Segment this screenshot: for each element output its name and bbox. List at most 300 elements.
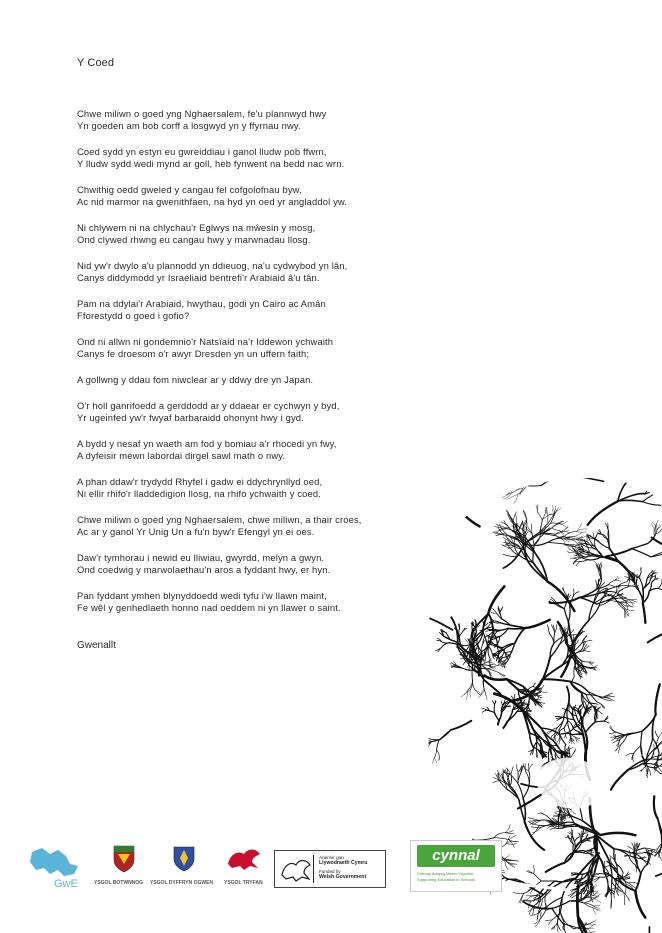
branch [562,531,569,532]
branch [655,732,658,738]
branch [658,468,662,477]
branch [540,686,544,692]
branch [651,464,659,465]
branch [529,764,533,771]
branch [658,589,662,591]
branch [406,897,407,902]
poem-line: Y lludw sydd wedi mynd ar goll, heb fynwent na bedd nac wrn. [77,158,345,170]
branch [388,897,393,902]
branch [396,604,408,609]
branch [513,456,519,462]
branch [428,484,432,487]
branch [439,498,442,502]
branch [645,450,648,457]
poem-line: Ond clywed rhwng eu cangau hwy y marwnadau llosg. [77,234,311,246]
branch [573,592,579,596]
branch [530,474,543,481]
branch [593,533,594,538]
branch [462,914,463,919]
branch [418,496,424,499]
branch [635,450,637,462]
branch [393,897,394,904]
branch [635,457,645,463]
branch [618,500,643,501]
branch [445,479,448,484]
poem-line: Chwe miliwn o goed yng Nghaersalem, chwe miliwn, a thair croes, [77,513,362,525]
branch [527,896,532,900]
poem-line: A dyfeisir mewn labordai dirgel sawl math o nwy. [77,450,286,461]
branch [511,767,513,775]
poem-line: Chwithig oedd gweled y cangau fel cofgolofnau byw, [77,184,302,195]
branch [560,817,561,822]
branch [562,528,568,532]
branch [649,468,654,471]
branch [632,544,648,549]
branch [652,522,656,526]
branch [388,585,391,590]
branch [414,494,418,495]
branch [455,902,462,909]
crest-shield-icon [104,844,144,874]
branch [414,898,420,902]
branch [408,593,421,600]
branch [519,480,531,481]
branch [433,758,435,764]
branch [445,476,446,482]
botwnnog-logo [94,844,144,888]
branch [398,580,404,583]
branch [432,519,437,520]
branch [502,493,512,498]
branch [434,493,438,501]
branch [573,592,579,596]
branch [441,899,454,901]
branch [414,588,420,600]
branch [597,702,605,708]
branch [432,487,434,493]
branch [648,630,662,642]
branch [543,473,567,474]
branch [537,703,542,708]
branch [390,586,398,589]
branch [435,510,441,515]
branch [654,796,658,819]
branch [573,621,589,643]
branch [388,604,396,605]
branch [427,493,431,502]
branch [618,587,628,593]
branch [519,462,531,463]
tryfan-logo [222,844,266,888]
branch [561,736,563,740]
dyffryn-ogwen-logo [150,844,214,888]
branch [424,900,441,912]
branch [577,531,586,532]
gov-line-1: Ariennir gan [319,855,344,860]
branch [537,512,542,520]
branch [388,896,393,900]
branch [525,620,550,628]
branch [555,736,556,741]
branch [438,477,440,482]
branch [575,711,577,716]
branch [588,501,618,525]
branch [548,920,552,925]
branch [548,746,550,762]
branch [423,748,426,753]
poem-stanza [77,552,407,577]
branch [422,491,428,494]
branch [404,903,411,904]
branch [604,721,609,723]
branch [419,735,424,737]
branch [652,538,662,551]
branch [408,900,413,903]
branch [629,462,635,479]
branch [468,909,472,911]
branch [589,924,596,925]
branch [552,509,553,515]
branch [511,478,518,481]
branch [468,905,471,907]
branch [468,909,472,912]
gov-line-3: Funded by [319,869,341,874]
branch [517,764,518,772]
branch [488,647,490,658]
branch [567,687,569,708]
red-dragon-icon [222,844,266,874]
branch [432,500,435,504]
branch [388,895,391,901]
branch [430,515,435,517]
branch [507,489,514,495]
branch [419,744,424,745]
branch [388,584,393,589]
branch [432,512,437,513]
branch [438,483,441,490]
branch [587,557,600,560]
branch [506,510,512,521]
branch [442,495,445,502]
poem-line: A phan ddaw'r trydydd Rhyfel i gadw ei ddychrynllyd oed, [77,475,323,487]
branch [411,902,414,905]
branch [390,896,394,902]
branch [402,578,407,582]
branch [548,625,550,634]
branch [432,483,434,487]
branch [538,814,547,816]
branch [560,912,564,921]
branch [395,599,408,609]
branch [408,609,427,618]
branch [559,728,564,732]
branch [409,499,415,500]
branch [423,737,426,740]
branch [440,490,442,494]
branch [422,489,428,493]
branch [393,589,395,600]
branch [404,576,407,583]
branch [438,501,442,502]
branch [432,520,436,521]
branch [495,629,508,631]
branch [569,705,570,711]
branch [446,495,448,498]
branch [571,810,576,814]
poem-line: Coed sydd yn estyn eu gwreiddiau i ganol lludw pob ffwrn, [77,146,327,157]
branch [649,465,654,469]
poem-line: A bydd y nesaf yn waeth am fod y bomiau a'r rhocedi yn fwy, [77,437,337,449]
branch [461,908,463,914]
branch [388,585,392,590]
branch [468,909,470,912]
branch [407,582,414,588]
poem-stanza [77,400,407,425]
branch [539,911,542,919]
branch [415,494,419,495]
branch [399,899,400,908]
branch [419,488,421,491]
branch [422,748,426,752]
branch [580,560,588,562]
branch [515,628,526,643]
gwe-label: GwE [54,878,78,890]
branch [421,600,428,618]
branch [408,899,413,900]
branch [437,750,440,756]
branch [432,513,437,514]
branch [499,490,508,491]
poem-line: Ni ellir rhifo'r lladdedigion llosg, na rhifo ychwaith y coed. [77,488,322,499]
branch [442,495,445,498]
poem-stanza [77,514,407,539]
welsh-government-logo [274,850,386,888]
branch [441,485,446,489]
branch [524,485,542,486]
branch [582,661,589,662]
branch [468,680,473,690]
poem-line: Pam na ddylai'r Arabiaid, hwythau, godi yn Cairo ac Amân [77,298,326,309]
branch [628,731,642,733]
branch [445,477,448,482]
branch [459,629,460,637]
branch [431,515,435,519]
branch [432,514,435,517]
branch [477,645,481,652]
branch [499,712,502,721]
branch [528,687,533,690]
branch [417,487,421,490]
branch [418,911,421,917]
branch [505,825,510,833]
branch [419,744,423,747]
branch [441,475,442,482]
branch [507,475,513,482]
cynnal-sub-cy: Cefnogi Addysg Mewn Ysgolion [417,871,474,876]
branch [529,764,533,771]
branch [415,910,419,916]
branch [642,763,654,764]
branch [436,479,438,483]
branch [658,463,661,477]
branch [451,514,465,515]
branch [427,487,430,489]
branch [468,911,471,916]
branch [465,515,480,526]
branch [514,484,528,489]
branch [540,691,547,692]
branch [583,709,587,719]
branch [432,520,436,522]
branch [503,554,509,556]
branch [649,927,656,933]
branch [615,580,621,581]
branch [650,576,652,583]
branch [415,896,421,899]
branch [593,905,600,906]
branch [506,477,512,483]
branch [443,513,451,514]
branch [437,503,441,505]
branch [431,509,436,510]
branch [645,477,658,494]
branch [431,501,435,504]
branch [528,818,539,821]
branch [509,481,516,486]
branch [640,466,651,469]
branch [455,902,463,904]
branch [445,501,452,509]
branch [559,728,564,732]
branch [531,524,532,533]
branch [434,750,436,758]
dyffryn-ogwen-label: YSGOL DYFFRYN OGWEN [150,880,214,886]
branch [388,601,396,604]
branch [440,482,445,489]
branch [429,485,430,489]
poem-line: Canys fe droesom o'r awyr Dresden yn un uffern faith; [77,348,310,360]
branch [482,708,488,710]
branch [585,733,587,752]
branch [436,510,440,512]
branch [632,549,651,557]
branch [436,493,439,497]
branch [510,625,525,628]
branch [583,651,590,652]
branch [654,529,655,536]
poem-line: Ond ni allwn ni gondemnio'r Natsïaid na'r Iddewon ychwaith [77,336,334,347]
branch [422,744,427,745]
branch [610,727,617,732]
branch [651,466,658,467]
poem-stanza [77,146,407,171]
branch [388,897,390,903]
branch [530,733,534,747]
branch [656,485,662,493]
branch [427,618,452,630]
branch [531,463,543,474]
branch [445,477,449,482]
branch [416,573,417,580]
branch [430,514,436,532]
branch [483,632,488,646]
branch [504,493,512,500]
branch [641,731,642,745]
branch [405,899,407,905]
branch [410,499,415,502]
branch [526,450,531,453]
gwe-logo [28,844,82,888]
branch [416,574,420,579]
branch [388,585,392,591]
skull-cheek-hollow [536,758,603,809]
branch [389,584,394,589]
branch [584,900,592,903]
branch [415,896,420,901]
branch [548,542,563,544]
branch [518,793,544,809]
poem-title: Y Coed [77,57,115,69]
branch [656,483,662,493]
branch [445,509,454,510]
branch [439,510,445,511]
branch [418,739,423,740]
poem-stanza [77,298,407,323]
poem-stanza [77,108,407,133]
branch [438,498,445,501]
branch [555,717,563,718]
branch [506,768,511,775]
poem-line: A gollwng y ddau fom niwclear ar y ddwy dre yn Japan. [77,374,314,385]
branch [530,450,531,453]
branch [431,502,436,514]
branch [446,481,449,485]
branch [550,828,556,829]
gov-line-4: Welsh Government [319,874,367,880]
branch [421,903,426,911]
branch [402,897,406,902]
branch [439,475,441,481]
branch [575,533,581,536]
branch [430,489,434,493]
branch [557,923,559,930]
poem-stanza [77,260,407,285]
branch [468,911,471,915]
branch [422,903,425,912]
poem-line: Pan fyddant ymhen blynyddoedd wedi tyfu i'w llawn maint, [77,589,327,601]
branch [609,732,616,734]
branch [472,626,473,632]
branch [436,513,442,517]
branch [419,496,424,499]
poem-stanza [77,222,407,247]
branch [504,483,512,484]
branch [608,585,615,587]
branch [512,481,519,484]
branch [424,748,428,750]
branch [438,502,442,503]
branch [601,833,636,835]
branch [410,501,415,502]
poem-body [77,108,407,628]
poem-line: Ac ar y ganol Yr Unig Un a fu'n byw'r Efengyl yn ei oes. [77,526,315,537]
branch [528,474,543,484]
poem-stanza [77,184,407,209]
branch [442,508,452,510]
botwnnog-label: YSGOL BOTWNNOG [94,880,144,886]
branch [420,911,421,918]
branch [470,690,471,697]
